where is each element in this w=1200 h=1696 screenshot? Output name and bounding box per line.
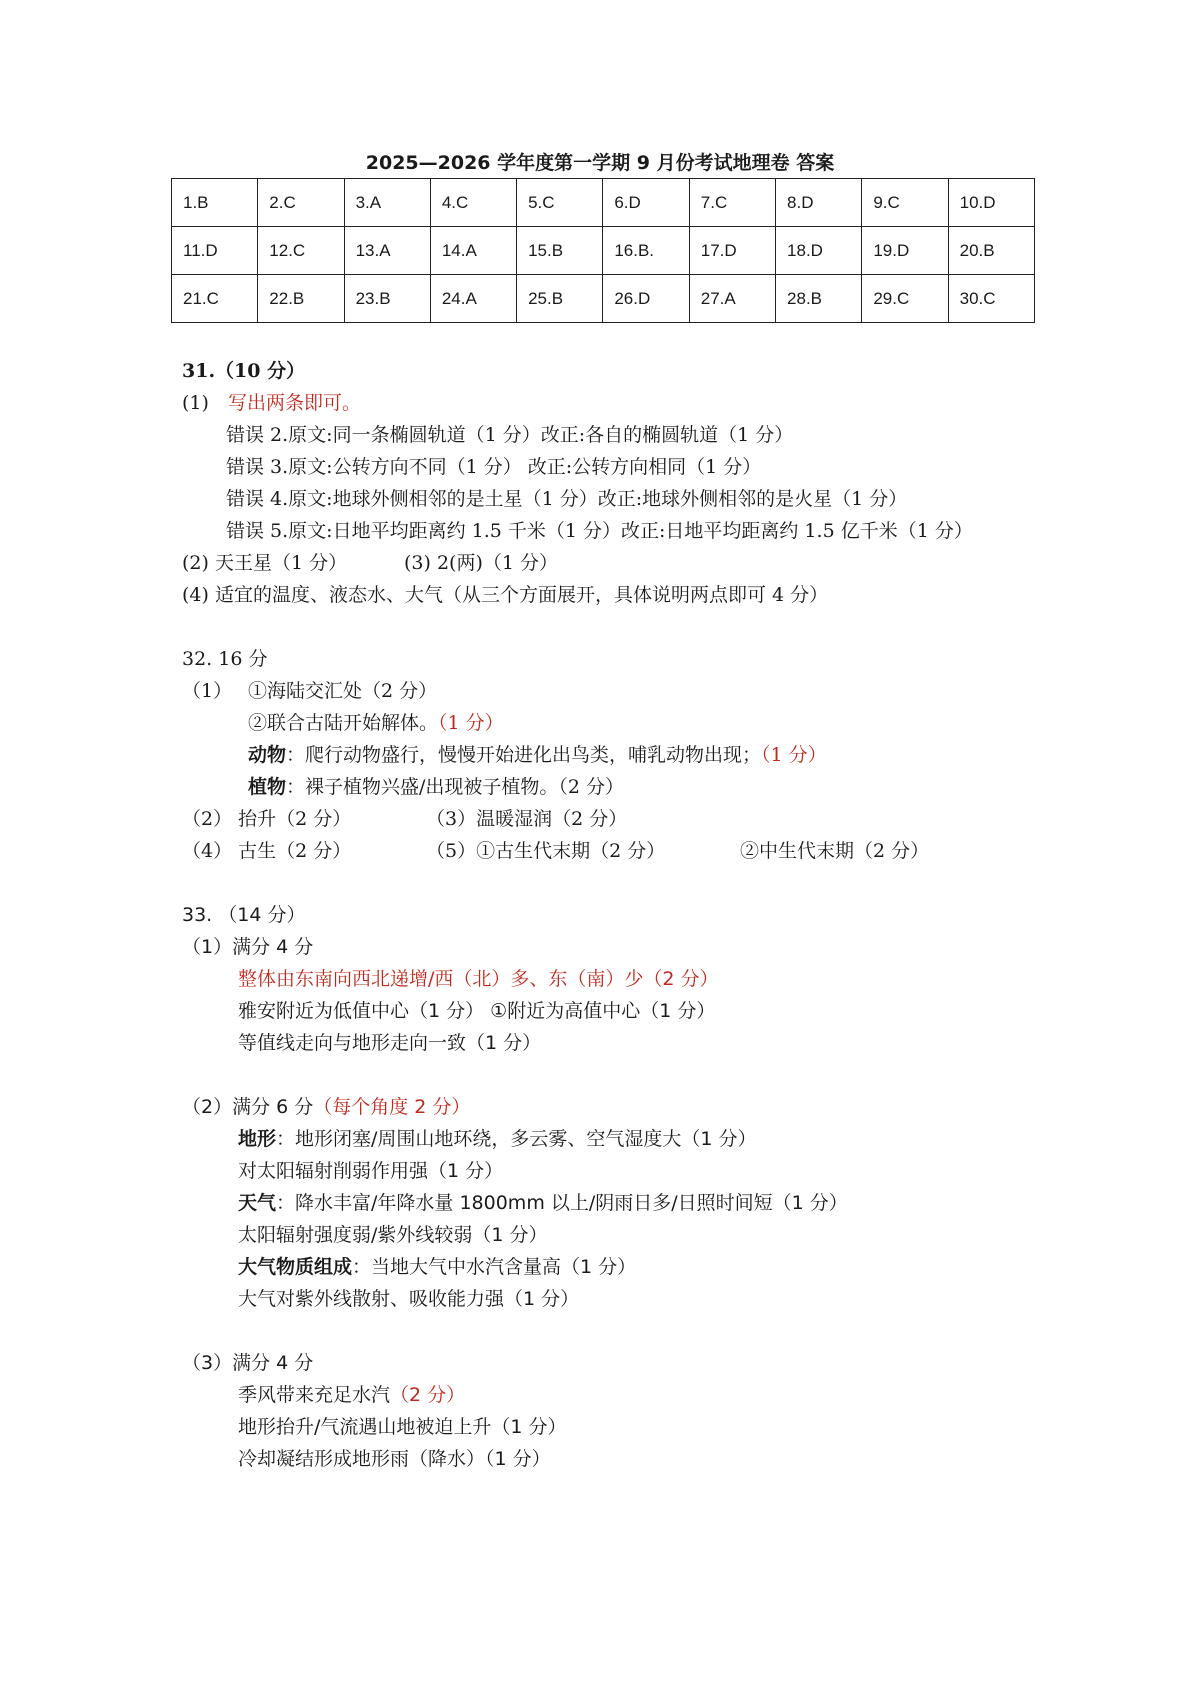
answer-key-table bbox=[171, 178, 1035, 323]
answer-key-cell: 21.C bbox=[172, 275, 258, 323]
q32-plant: 植物：裸子植物兴盛/出现被子植物。（2 分） bbox=[248, 776, 625, 798]
answer-key-row bbox=[172, 227, 1035, 275]
answer-key-cell: 8.D bbox=[776, 179, 862, 227]
q32-header: 32. 16 分 bbox=[182, 648, 268, 670]
atmo-label: 大气物质组成 bbox=[238, 1256, 353, 1278]
answer-key-cell: 13.A bbox=[344, 227, 430, 275]
answer-key-cell: 12.C bbox=[258, 227, 344, 275]
q32-p5a: （5）①古生代末期（2 分） bbox=[426, 840, 666, 862]
q31-error-4: 错误 4.原文:地球外侧相邻的是土星（1 分）改正:地球外侧相邻的是火星（1 分） bbox=[226, 488, 908, 510]
animal-label: 动物 bbox=[248, 744, 287, 766]
answer-key-cell: 5.C bbox=[517, 179, 603, 227]
answer-key-cell: 4.C bbox=[430, 179, 516, 227]
q32-p2: （2） 抬升（2 分） bbox=[182, 808, 352, 830]
answer-key-cell: 3.A bbox=[344, 179, 430, 227]
answer-key-cell: 25.B bbox=[517, 275, 603, 323]
q33-p3-l2: 地形抬升/气流遇山地被迫上升（1 分） bbox=[238, 1416, 567, 1438]
q33-p2-head-note: （每个角度 2 分） bbox=[313, 1096, 471, 1118]
q33-p3-head: （3）满分 4 分 bbox=[182, 1352, 314, 1374]
answer-key-cell: 14.A bbox=[430, 227, 516, 275]
answer-key-cell: 27.A bbox=[689, 275, 775, 323]
plant-label: 植物 bbox=[248, 776, 287, 798]
q32-p1-b: ②联合古陆开始解体。（1 分） bbox=[248, 712, 504, 734]
answer-key-cell: 17.D bbox=[689, 227, 775, 275]
q31-error-3: 错误 3.原文:公转方向不同（1 分） 改正:公转方向相同（1 分） bbox=[226, 456, 762, 478]
q33-weather: 天气：降水丰富/年降水量 1800mm 以上/阴雨日多/日照时间短（1 分） bbox=[238, 1192, 848, 1214]
answer-key-cell: 6.D bbox=[603, 179, 689, 227]
answer-key-cell: 28.B bbox=[776, 275, 862, 323]
answer-key-cell: 30.C bbox=[948, 275, 1034, 323]
q33-p3-l1: 季风带来充足水汽（2 分） bbox=[238, 1384, 466, 1406]
q32-p1-label: （1） bbox=[182, 680, 233, 702]
answer-key-cell: 18.D bbox=[776, 227, 862, 275]
q33-p2-head: （2）满分 6 分（每个角度 2 分） bbox=[182, 1096, 471, 1118]
q32-p1-a: ①海陆交汇处（2 分） bbox=[248, 680, 438, 702]
q31-p2: (2) 天王星（1 分） bbox=[182, 552, 348, 574]
terrain-label: 地形 bbox=[238, 1128, 277, 1150]
q31-error-5: 错误 5.原文:日地平均距离约 1.5 千米（1 分）改正:日地平均距离约 1.5 亿千米（1 分） bbox=[226, 520, 973, 542]
q33-p1-l3: 等值线走向与地形走向一致（1 分） bbox=[238, 1032, 542, 1054]
q32-p1-b-score: （1 分） bbox=[438, 712, 504, 734]
q33-header: 33. （14 分） bbox=[182, 904, 306, 926]
answer-key-cell: 23.B bbox=[344, 275, 430, 323]
page-title: 2025—2026 学年度第一学期 9 月份考试地理卷 答案 bbox=[365, 152, 835, 174]
q31-p3: (3) 2(两)（1 分） bbox=[404, 552, 558, 574]
answer-key-cell: 26.D bbox=[603, 275, 689, 323]
answer-key-cell: 24.A bbox=[430, 275, 516, 323]
q31-p1-label: (1) bbox=[182, 392, 209, 414]
q32-p3: （3）温暖湿润（2 分） bbox=[426, 808, 628, 830]
q33-terrain: 地形：地形闭塞/周围山地环绕，多云雾、空气湿度大（1 分） bbox=[238, 1128, 757, 1150]
q33-atmo-l2: 大气对紫外线散射、吸收能力强（1 分） bbox=[238, 1288, 580, 1310]
q33-p1-head: （1）满分 4 分 bbox=[182, 936, 314, 958]
q31-header: 31.（10 分） bbox=[182, 360, 306, 382]
q33-atmo: 大气物质组成：当地大气中水汽含量高（1 分） bbox=[238, 1256, 637, 1278]
answer-key-cell: 15.B bbox=[517, 227, 603, 275]
answer-key-cell: 16.B. bbox=[603, 227, 689, 275]
q31-p4: (4) 适宜的温度、液态水、大气（从三个方面展开，具体说明两点即可 4 分） bbox=[182, 584, 829, 606]
q31-error-2: 错误 2.原文:同一条椭圆轨道（1 分）改正:各自的椭圆轨道（1 分） bbox=[226, 424, 794, 446]
answer-key-cell: 22.B bbox=[258, 275, 344, 323]
q33-p1-red: 整体由东南向西北递增/西（北）多、东（南）少（2 分） bbox=[238, 968, 719, 990]
animal-score: （1 分） bbox=[761, 744, 827, 766]
q33-p1-l2: 雅安附近为低值中心（1 分） ①附近为高值中心（1 分） bbox=[238, 1000, 716, 1022]
answer-key-cell: 19.D bbox=[862, 227, 948, 275]
q33-p3-l3: 冷却凝结形成地形雨（降水）（1 分） bbox=[238, 1448, 551, 1470]
q32-p5b: ②中生代末期（2 分） bbox=[740, 840, 930, 862]
answer-key-cell: 1.B bbox=[172, 179, 258, 227]
answer-key-cell: 20.B bbox=[948, 227, 1034, 275]
answer-key-cell: 9.C bbox=[862, 179, 948, 227]
q32-p4: （4） 古生（2 分） bbox=[182, 840, 352, 862]
q33-terrain-l2: 对太阳辐射削弱作用强（1 分） bbox=[238, 1160, 504, 1182]
q33-weather-l2: 太阳辐射强度弱/紫外线较弱（1 分） bbox=[238, 1224, 548, 1246]
answer-key-cell: 10.D bbox=[948, 179, 1034, 227]
answer-key-cell: 2.C bbox=[258, 179, 344, 227]
answer-key-row bbox=[172, 179, 1035, 227]
q32-animal: 动物：爬行动物盛行，慢慢开始进化出鸟类，哺乳动物出现；（1 分） bbox=[248, 744, 827, 766]
answer-key-cell: 7.C bbox=[689, 179, 775, 227]
answer-key-cell: 11.D bbox=[172, 227, 258, 275]
answer-key-row bbox=[172, 275, 1035, 323]
weather-label: 天气 bbox=[238, 1192, 277, 1214]
answer-key-cell: 29.C bbox=[862, 275, 948, 323]
q31-p1-note: 写出两条即可。 bbox=[228, 392, 362, 414]
q33-p3-l1-score: （2 分） bbox=[390, 1384, 466, 1406]
